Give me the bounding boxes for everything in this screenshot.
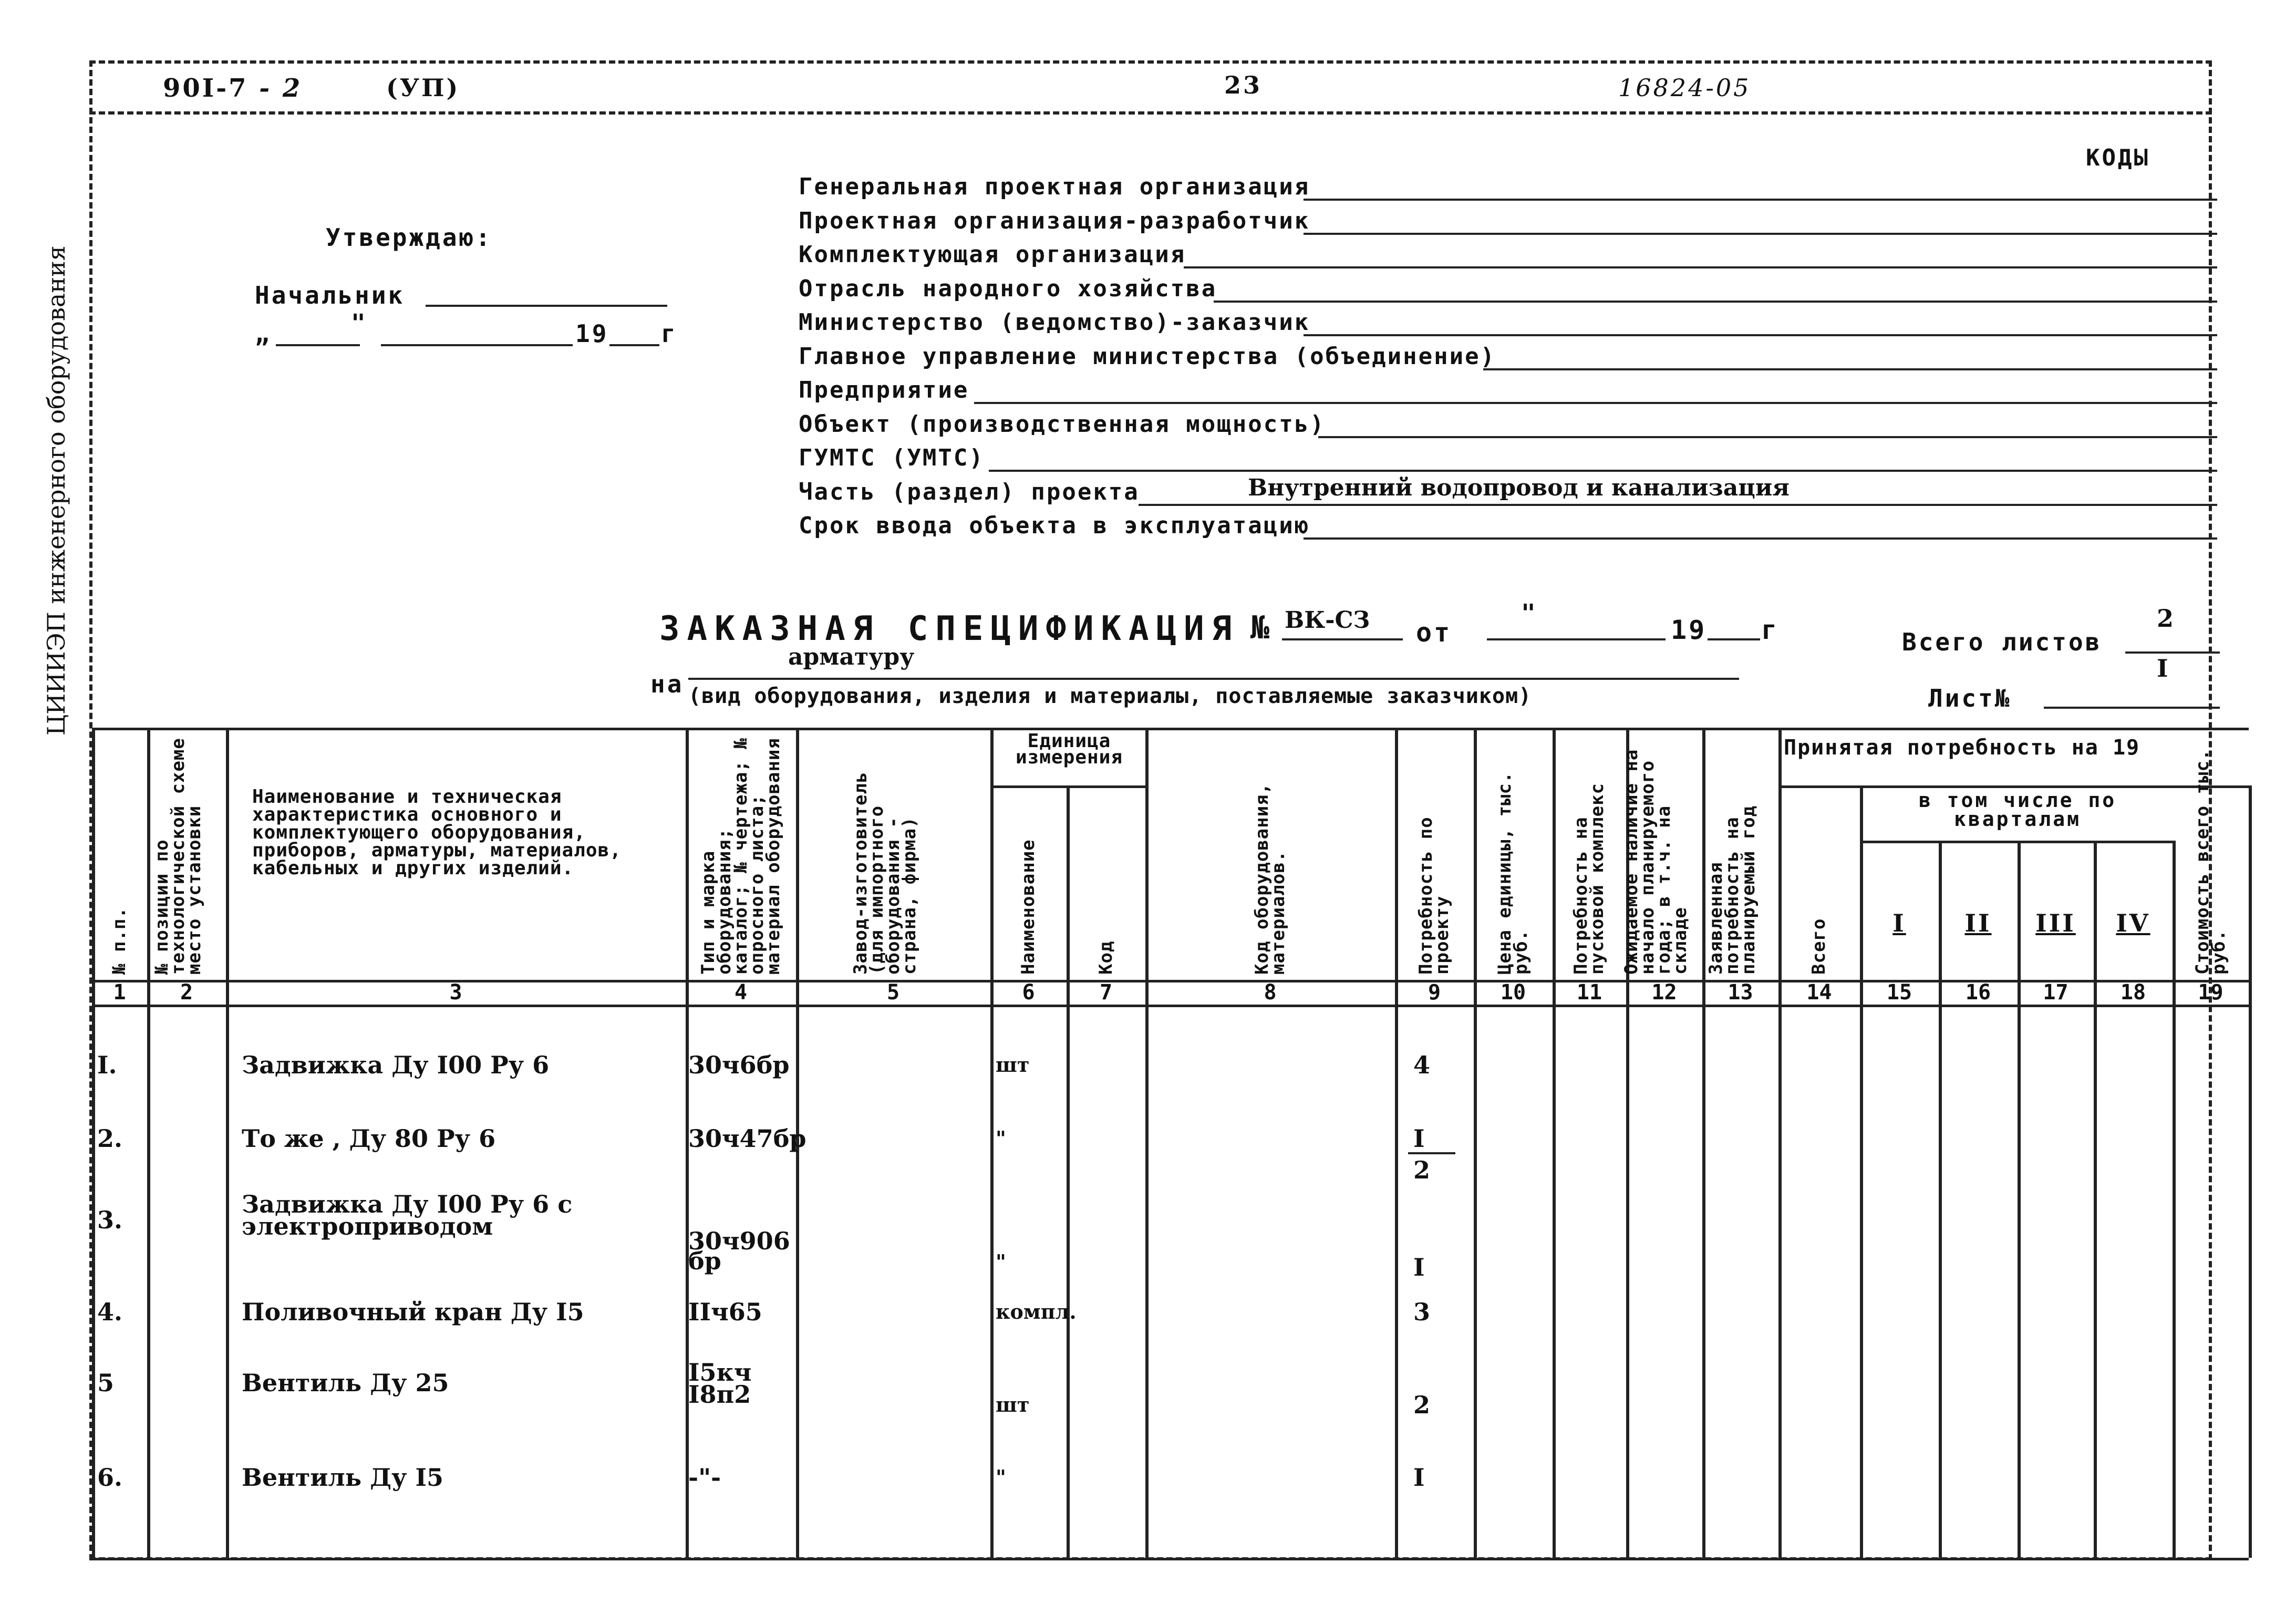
spec-subject: арматуру (788, 644, 915, 670)
quarter-group-header: в том числе по кварталам (1918, 789, 2117, 831)
table-bottom-rule (92, 1558, 2249, 1560)
column-header: Код (1095, 940, 1116, 975)
org-field-label: Проектная организация-разработчик (799, 207, 1310, 234)
org-field-line (1304, 233, 2218, 235)
spec-title: ЗАКАЗНАЯ СПЕЦИФИКАЦИЯ (659, 609, 1239, 648)
column-number: 11 (1576, 980, 1602, 1005)
row-number: 6. (97, 1463, 123, 1492)
spec-subject-note: (вид оборудования, изделия и материалы, поставляемые заказчиком) (688, 684, 1532, 708)
org-field-value: Внутренний водопровод и канализация (1248, 474, 1790, 501)
org-field-label: Объект (производственная мощность) (799, 410, 1326, 438)
org-field-label: Срок ввода объекта в эксплуатацию (799, 512, 1310, 539)
table-column-rule (1145, 728, 1149, 1558)
column-number: 8 (1264, 980, 1277, 1005)
table-column-rule (1860, 785, 1863, 1558)
spec-on-label: на (650, 670, 684, 698)
row-type: IIч65 (688, 1298, 762, 1326)
table-column-rule (1702, 728, 1705, 1558)
org-field-label: Предприятие (799, 377, 969, 404)
table-rule (92, 728, 2249, 730)
quarter-group-rule (1860, 841, 2173, 843)
org-field-line (989, 470, 2217, 472)
chief-signature-line (426, 305, 667, 307)
row-quantity-denominator: 2 (1413, 1156, 1431, 1184)
table-column-rule (2094, 841, 2097, 1558)
row-number: 2. (97, 1124, 123, 1153)
sheet-label: Лист№ (1928, 684, 2012, 712)
column-number: 14 (1806, 980, 1832, 1005)
row-name: Поливочный кран Ду I5 (242, 1298, 584, 1326)
column-header: Наименование (1018, 839, 1039, 975)
spec-year-prefix: 19 (1671, 615, 1707, 645)
column-header: № позиции по технологической схеме место установки (151, 738, 205, 975)
column-number: 12 (1651, 980, 1677, 1005)
approval-date-prefix: „ (255, 319, 272, 348)
column-number: 3 (449, 980, 462, 1005)
org-field-line (1304, 334, 2218, 336)
approval-title: Утверждаю: (326, 223, 492, 252)
total-sheets-line (2125, 651, 2220, 654)
column-number: 18 (2120, 980, 2146, 1005)
table-column-rule (1067, 785, 1070, 1558)
approval-month-line (381, 344, 573, 346)
column-header: Код оборудования, материалов. (1251, 783, 1289, 975)
row-name-continued: электроприводом (242, 1212, 493, 1240)
org-field-label: Часть (раздел) проекта (799, 478, 1140, 505)
column-number: 1 (113, 980, 126, 1005)
quarter-header: II (1964, 909, 1992, 937)
column-header: Стоимость всего тыс. руб. (2191, 749, 2229, 975)
table-column-rule (92, 728, 95, 1558)
approval-day-line (276, 344, 360, 346)
column-number: 9 (1428, 980, 1441, 1005)
row-type-continued: I8п2 (688, 1380, 751, 1409)
column-number: 17 (2043, 980, 2069, 1005)
row-unit: шт (996, 1053, 1030, 1077)
total-sheets-value: 2 (2157, 604, 2176, 633)
row-number: I. (97, 1051, 117, 1079)
column-number: 19 (2198, 980, 2223, 1005)
row-unit: " (996, 1250, 1006, 1274)
row-type: 30ч47бр (688, 1124, 806, 1153)
org-field-label: ГУМТС (УМТС) (799, 444, 985, 471)
column-header: Потребность на пусковой комплекс (1570, 783, 1608, 975)
org-field-line (1483, 368, 2218, 370)
approval-year-suffix: г (661, 319, 678, 348)
row-number: 5 (97, 1369, 115, 1397)
row-type: 30ч6бр (688, 1051, 790, 1079)
sheet-value: I (2157, 654, 2170, 682)
org-field-label: Комплектующая организация (799, 241, 1186, 268)
spec-subject-line (688, 678, 1739, 680)
row-quantity: 2 (1413, 1391, 1431, 1419)
page-number: 23 (1224, 71, 1263, 99)
table-column-rule (1939, 841, 1942, 1558)
table-rule (92, 1005, 2249, 1007)
row-quantity: 4 (1413, 1051, 1431, 1079)
total-sheets-label: Всего листов (1902, 628, 2102, 656)
spec-number-line (1282, 638, 1403, 640)
org-field-line (1214, 301, 2218, 303)
table-column-rule (990, 728, 994, 1558)
column-header: Завод-изготовитель (для импортного оборудования - страна, фирма) (850, 771, 920, 975)
row-type: I5кч (688, 1358, 752, 1387)
table-column-rule (1553, 728, 1556, 1558)
org-field-label: Отрасль народного хозяйства (799, 275, 1217, 302)
column-number: 16 (1965, 980, 1991, 1005)
series-code (163, 74, 302, 103)
row-quantity: I (1413, 1253, 1425, 1281)
column-header: Цена единицы, тыс. руб. (1494, 771, 1532, 975)
chief-label: Начальник (255, 281, 405, 309)
quantity-fraction-line (1408, 1152, 1455, 1154)
spec-year-line (1708, 638, 1760, 640)
row-type: 30ч906 (688, 1227, 790, 1255)
table-column-rule (2018, 841, 2021, 1558)
table-column-rule (1474, 728, 1477, 1558)
column-number: 2 (180, 980, 193, 1005)
codes-label: КОДЫ (2086, 144, 2150, 171)
column-number: 7 (1099, 980, 1113, 1005)
spec-date-line (1487, 638, 1666, 640)
row-quantity: I (1413, 1124, 1425, 1153)
side-label: ЦИИИЭП инженерного оборудования (42, 245, 70, 736)
table-column-rule (1395, 728, 1398, 1558)
column-header: Ожидаемое наличие на начало планируемого года; в т.ч. на складе (1621, 749, 1691, 975)
column-number: 10 (1500, 980, 1526, 1005)
org-field-line (1139, 504, 2217, 506)
row-name: Задвижка Ду I00 Ру 6 с (242, 1190, 573, 1218)
row-type: -"- (688, 1463, 721, 1492)
org-field-line (1304, 537, 2218, 540)
org-field-label: Генеральная проектная организация (799, 173, 1310, 200)
spec-from-label: от (1416, 617, 1452, 648)
column-number: 6 (1022, 980, 1035, 1005)
table-column-rule (2249, 785, 2252, 1558)
accepted-group-header: Принятая потребность на 19 (1784, 736, 2140, 760)
row-type-continued: бр (688, 1247, 721, 1275)
spec-year-suffix: г (1761, 615, 1780, 645)
column-header: № п.п. (109, 907, 130, 975)
column-header: Тип и марка оборудования; каталог; № чертежа; № опросного листа; материал оборудования (697, 738, 784, 975)
part-label: (УП) (386, 74, 460, 102)
org-field-line (1184, 266, 2218, 268)
table-column-rule (2173, 841, 2176, 1558)
column-number: 5 (886, 980, 900, 1005)
spec-date-quote: " (1521, 599, 1538, 627)
row-quantity: I (1413, 1463, 1425, 1492)
row-unit: шт (996, 1393, 1030, 1416)
column-header: Всего (1808, 918, 1829, 975)
row-name: Вентиль Ду 25 (242, 1369, 449, 1397)
org-field-line (1304, 199, 2218, 201)
column-number: 4 (734, 980, 748, 1005)
approval-quote: " (351, 309, 368, 337)
approval-year-prefix: 19 (575, 319, 609, 348)
unit-group-header: Единица измерения (1015, 730, 1123, 768)
quarter-header: IV (2116, 909, 2150, 937)
column-number: 15 (1886, 980, 1912, 1005)
org-field-line (974, 402, 2218, 404)
column-number: 13 (1728, 980, 1753, 1005)
sheet-line (2044, 707, 2220, 709)
column-header: Потребность по проекту (1415, 816, 1453, 975)
row-unit: " (996, 1465, 1006, 1489)
document-number: 16824-05 (1618, 74, 1751, 102)
table-column-rule (226, 728, 229, 1558)
quarter-header: III (2035, 909, 2076, 937)
row-name: Вентиль Ду I5 (242, 1463, 443, 1492)
header-divider (89, 111, 2212, 115)
accepted-group-rule (1778, 785, 2249, 788)
spec-number-value: ВК-СЗ (1285, 607, 1370, 634)
column-header-name: Наименование и техническая характеристика основного и комплектующего оборудования, приборов, арматуры, материалов, кабельных и других изделий. (252, 786, 622, 879)
series: 90I-7 (163, 74, 249, 103)
row-unit: компл. (996, 1300, 1077, 1323)
approval-year-line (609, 344, 659, 346)
row-name: То же , Ду 80 Ру 6 (242, 1124, 496, 1153)
org-field-label: Министерство (ведомство)-заказчик (799, 309, 1310, 336)
row-name: Задвижка Ду I00 Ру 6 (242, 1051, 550, 1079)
column-header: Заявленная потребность на планируемый год (1705, 805, 1759, 975)
table-column-rule (1778, 728, 1782, 1558)
row-number: 4. (97, 1298, 123, 1326)
org-field-label: Главное управление министерства (объединение) (799, 343, 1496, 370)
row-quantity: 3 (1413, 1298, 1431, 1326)
table-column-rule (147, 728, 150, 1558)
spec-number-label: № (1250, 609, 1272, 646)
series-suffix: - 2 (259, 74, 303, 103)
row-number: 3. (97, 1206, 123, 1234)
quarter-header: I (1892, 909, 1906, 937)
row-unit: " (996, 1126, 1006, 1150)
org-field-line (1318, 436, 2217, 438)
